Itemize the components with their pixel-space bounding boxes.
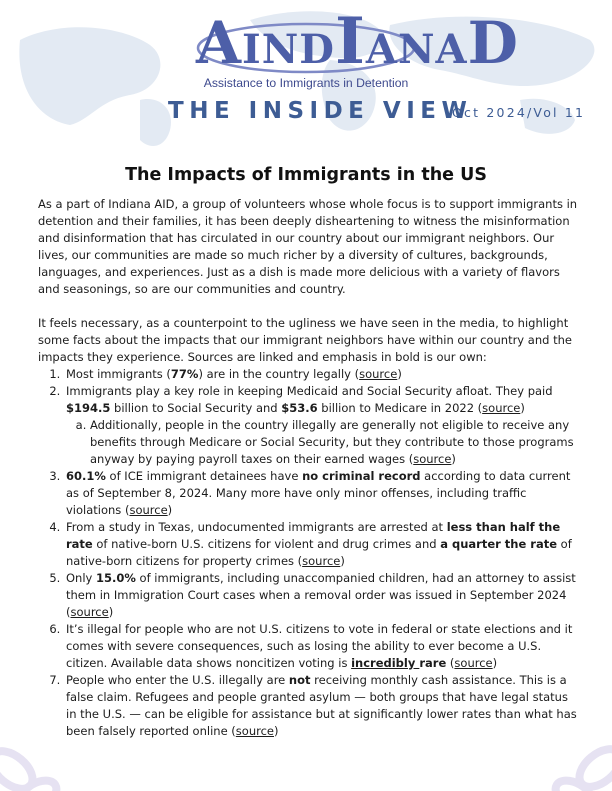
lead-paragraph: It feels necessary, as a counterpoint to the ugliness we have seen in the media, to highlight some facts about the impacts that our immigrant neighbors have within our country and the impacts they experience. Sources are linked and emphasis in bold is our own:: [38, 316, 572, 364]
logo-letters-ana: ANA: [365, 26, 468, 73]
indiana-aid-logo: [0, 6, 612, 101]
logo-letter-a: A: [196, 9, 243, 77]
logo-letter-i: I: [334, 4, 366, 79]
source-link[interactable]: source: [129, 503, 168, 517]
fact-item: 2. Immigrants play a key role in keeping Medicaid and Social Security afloat. They paid $194.5 billion to Social Security and $53.6 billion to Medicare in 2022 (source) a. Additionally, people in the country illegally are generally not eligible to receive any benefits through Medicare or Social Security, but they contribute to those programs anyway by paying payroll taxes on their earned wages (source): [64, 383, 578, 468]
source-link[interactable]: source: [454, 656, 493, 670]
fact-item: 3. 60.1% of ICE immigrant detainees have no criminal record according to data current as of September 8, 2024. Many more have only minor offenses, including traffic violations (source): [64, 468, 578, 519]
fact-item: 6. It’s illegal for people who are not U.S. citizens to vote in federal or state elections and it comes with severe consequences, such as losing the ability to ever become a U.S. citizen. Available data shows noncitizen voting is incredibly rare (source): [64, 621, 578, 672]
source-link[interactable]: source: [70, 605, 109, 619]
article-body: [38, 196, 578, 740]
logo-letter-d: D: [467, 9, 519, 77]
newsletter-header: [0, 0, 612, 150]
facts-list: [38, 366, 578, 740]
fact-item: 4. From a study in Texas, undocumented immigrants are arrested at less than half the rate of native-born U.S. citizens for violent and drug crimes and a quarter the rate of native-born citizens for property crimes (source): [64, 519, 578, 570]
source-link[interactable]: source: [302, 554, 341, 568]
intro-paragraph: As a part of Indiana AID, a group of volunteers whose whole focus is to support immigrants in detention and their families, it has been deeply disheartening to witness the misinformation and disinformation that has circulated in our country about our immigrant neighbors. Our lives, our communities are made so much richer by a diversity of cultures, backgrounds, languages, and experiences. Just as a dish is made more delicious with a variety of flavors and seasonings, so are our communities and country.: [38, 197, 578, 296]
source-link[interactable]: source: [413, 452, 452, 466]
fact-item: 5. Only 15.0% of immigrants, including unaccompanied children, had an attorney to assist them in Immigration Court cases when a removal order was issued in September 2024 (source): [64, 570, 578, 621]
fact-sublist: [66, 417, 578, 468]
fact-item: 7. People who enter the U.S. illegally are not receiving monthly cash assistance. This is a false claim. Refugees and people granted asylum — both groups that have legal status in the U.S. — can be eligible for assistance but at significantly lower rates than what has been falsely reported online (source): [64, 672, 578, 740]
newsletter-masthead: THE INSIDE VIEW: [168, 98, 473, 124]
issue-date: Oct 2024/Vol 11: [452, 105, 586, 120]
logo-wordmark: [196, 4, 519, 79]
fact-item: 1. Most immigrants (77%) are in the country legally (source): [64, 366, 578, 383]
logo-tagline: Assistance to Immigrants in Detention: [203, 76, 409, 90]
source-link[interactable]: source: [482, 401, 521, 415]
source-link[interactable]: source: [359, 367, 398, 381]
source-link[interactable]: source: [235, 724, 274, 738]
article-title: The Impacts of Immigrants in the US: [125, 165, 487, 185]
fact-subitem: a. Additionally, people in the country illegally are generally not eligible to receive any benefits through Medicare or Social Security, but they contribute to those programs anyway by paying payroll taxes on their earned wages (source): [90, 417, 578, 468]
logo-letters-ind: IND: [242, 26, 335, 73]
